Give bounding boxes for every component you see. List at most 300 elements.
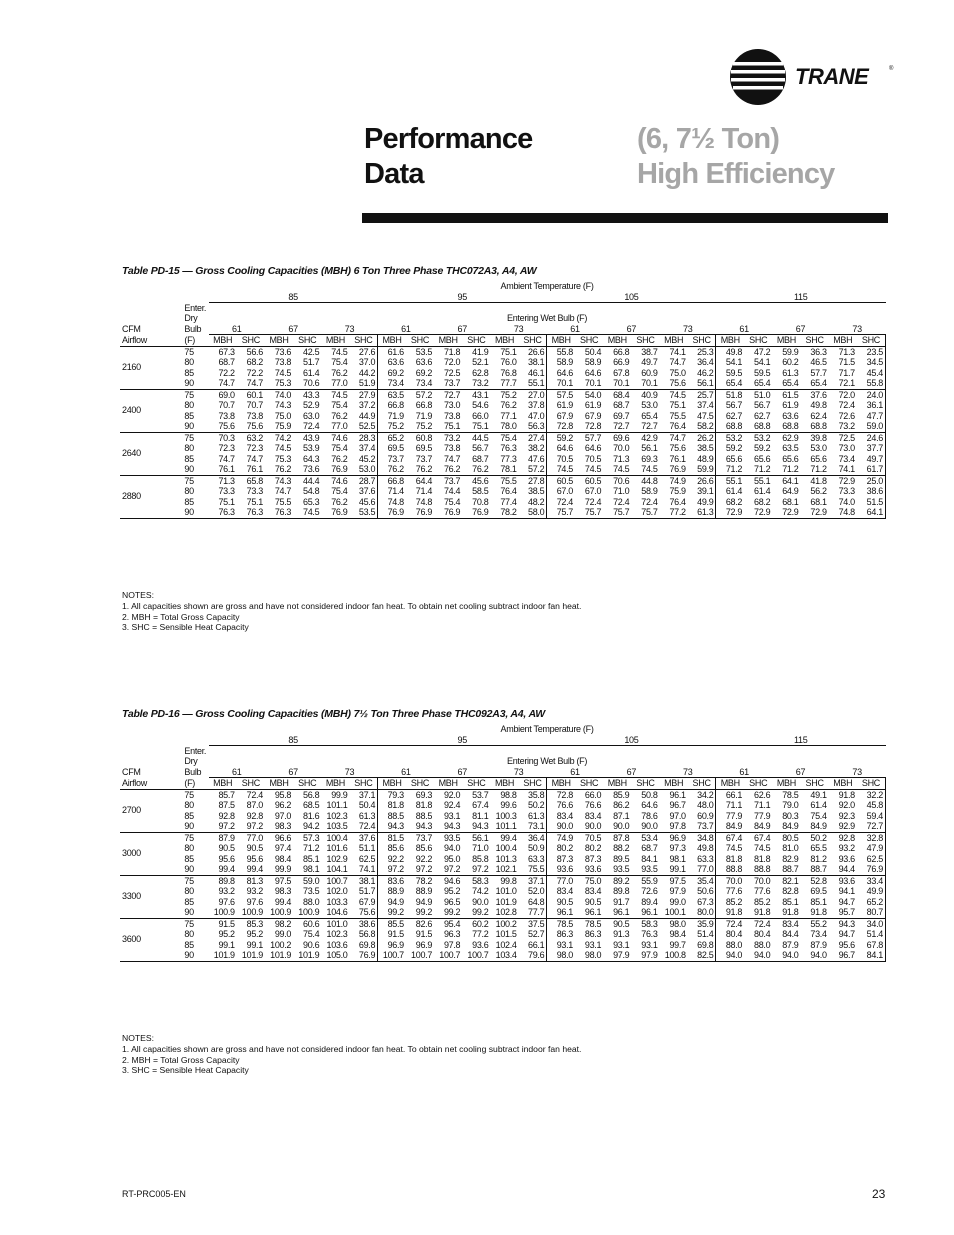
- mbh-cell: 71.4: [387, 486, 404, 496]
- shc-cell: 68.2: [246, 357, 263, 367]
- shc-cell: 49.7: [857, 454, 886, 465]
- shc-cell: 53.5: [350, 507, 378, 518]
- mbh-cell: 97.0: [274, 810, 292, 821]
- mbh-cell: 95.2: [443, 886, 461, 896]
- mbh-cell: 97.2: [218, 821, 235, 831]
- shc-cell: 65.4: [641, 410, 658, 421]
- mbh-cell: 103.5: [326, 821, 348, 831]
- mbh-cell: 99.7: [669, 939, 686, 950]
- shc-cell: 73.7: [688, 821, 716, 832]
- shc-header: SHC: [575, 335, 603, 347]
- shc-cell: 26.6: [519, 346, 547, 357]
- mbh-cell: 94.0: [443, 843, 461, 853]
- shc-cell: 57.3: [293, 832, 321, 843]
- mbh-cell: 83.6: [378, 875, 406, 886]
- shc-cell: 72.8: [584, 421, 602, 431]
- shc-cell: 34.2: [688, 789, 716, 800]
- entering-dry-bulb: 85: [184, 939, 194, 950]
- mbh-cell: 95.7: [838, 907, 855, 917]
- mbh-cell: 75.6: [218, 421, 235, 431]
- mbh-cell: 88.5: [387, 810, 404, 821]
- shc-cell: 53.0: [641, 400, 658, 410]
- mbh-cell: 73.7: [434, 475, 462, 486]
- shc-cell: 45.4: [857, 368, 886, 379]
- mbh-cell: 88.2: [613, 843, 630, 853]
- shc-cell: 80.4: [754, 929, 771, 939]
- shc-cell: 50.6: [688, 886, 716, 897]
- mbh-cell: 76.9: [378, 507, 406, 518]
- shc-header: SHC: [237, 335, 265, 347]
- mbh-cell: 77.1: [500, 410, 517, 421]
- note-line: 1. All capacities shown are gross and have not considered indoor fan heat. To obtain net cooling subtract indoor fan heat.: [122, 1043, 582, 1054]
- shc-cell: 63.3: [688, 854, 716, 865]
- mbh-cell: 76.4: [669, 421, 686, 431]
- shc-cell: 34.5: [857, 357, 886, 368]
- mbh-header: MBH: [547, 778, 575, 790]
- mbh-cell: 89.2: [603, 875, 631, 886]
- mbh-cell: 71.7: [838, 367, 855, 378]
- brand-wordmark: TRANE: [795, 64, 869, 89]
- shc-cell: 61.3: [688, 507, 716, 518]
- mbh-cell: 87.1: [613, 810, 630, 821]
- shc-cell: 71.9: [415, 410, 433, 421]
- shc-cell: 39.1: [688, 486, 716, 497]
- mbh-cell: 86.2: [613, 800, 630, 810]
- shc-cell: 75.0: [575, 875, 603, 886]
- shc-cell: 37.1: [519, 875, 547, 886]
- mbh-cell: 68.4: [603, 389, 631, 400]
- shc-cell: 88.7: [810, 864, 827, 874]
- mbh-cell: 87.3: [556, 853, 574, 864]
- shc-cell: 49.8: [688, 843, 716, 854]
- page-number: 23: [872, 1187, 886, 1201]
- shc-cell: 101.9: [237, 950, 265, 961]
- shc-cell: 72.6: [641, 886, 658, 896]
- mbh-cell: 72.5: [829, 432, 857, 443]
- page-title: [364, 122, 533, 192]
- mbh-cell: 89.8: [613, 886, 630, 896]
- entering-dry-bulb: 85: [184, 410, 194, 421]
- entering-dry-bulb: 75: [182, 832, 208, 843]
- shc-cell: 92.2: [415, 853, 433, 864]
- shc-cell: 55.1: [519, 378, 547, 389]
- shc-cell: 91.8: [754, 907, 771, 917]
- mbh-cell: 74.3: [265, 475, 293, 486]
- shc-cell: 62.4: [810, 410, 827, 421]
- mbh-cell: 73.3: [838, 486, 855, 496]
- mbh-cell: 71.2: [782, 464, 799, 474]
- mbh-cell: 97.2: [387, 864, 404, 874]
- mbh-cell: 74.5: [321, 389, 349, 400]
- shc-header: SHC: [350, 778, 378, 790]
- shc-cell: 73.4: [810, 929, 827, 939]
- shc-cell: 80.0: [688, 907, 716, 918]
- shc-cell: 49.1: [801, 789, 829, 800]
- mbh-cell: 72.4: [838, 400, 855, 410]
- shc-cell: 75.4: [303, 929, 320, 939]
- mbh-cell: 73.2: [434, 432, 462, 443]
- entering-dry-bulb: 80: [184, 400, 194, 410]
- shc-cell: 67.9: [584, 410, 602, 421]
- mbh-cell: 91.7: [613, 896, 630, 907]
- mbh-cell: 67.0: [556, 486, 574, 496]
- mbh-cell: 72.9: [829, 475, 857, 486]
- mbh-cell: 85.9: [603, 789, 631, 800]
- shc-cell: 52.1: [472, 357, 489, 367]
- shc-header: SHC: [688, 778, 716, 790]
- entering-dry-bulb: 90: [184, 821, 194, 831]
- shc-cell: 99.4: [246, 864, 263, 874]
- mbh-cell: 61.6: [378, 346, 406, 357]
- shc-cell: 94.3: [415, 821, 433, 831]
- shc-cell: 93.5: [641, 864, 658, 874]
- mbh-cell: 99.1: [218, 939, 235, 950]
- shc-cell: 75.1: [472, 421, 489, 431]
- shc-cell: 53.7: [462, 789, 490, 800]
- mbh-cell: 95.6: [838, 939, 855, 950]
- mbh-cell: 74.5: [321, 346, 349, 357]
- shc-cell: 64.6: [584, 367, 602, 378]
- shc-cell: 38.6: [350, 918, 378, 929]
- shc-cell: 46.2: [688, 368, 716, 379]
- shc-header: SHC: [237, 778, 265, 790]
- mbh-header: MBH: [829, 778, 857, 790]
- wet-bulb-value: 67: [434, 767, 490, 778]
- cfm-value: 2160: [120, 346, 182, 389]
- shc-cell: 75.6: [350, 907, 378, 918]
- shc-cell: 60.9: [641, 367, 658, 378]
- shc-cell: 56.1: [641, 443, 658, 453]
- shc-cell: 74.5: [584, 464, 602, 474]
- shc-cell: 94.3: [472, 821, 489, 831]
- shc-cell: 72.4: [350, 821, 378, 832]
- shc-cell: 51.5: [857, 497, 886, 508]
- mbh-cell: 78.0: [500, 421, 517, 431]
- table-row: [120, 464, 886, 475]
- table-pd16: [120, 724, 886, 962]
- mbh-cell: 71.2: [725, 464, 743, 474]
- mbh-cell: 104.6: [326, 907, 348, 917]
- shc-cell: 37.2: [350, 400, 378, 411]
- shc-cell: 48.9: [688, 454, 716, 465]
- mbh-cell: 101.9: [495, 896, 517, 907]
- shc-cell: 52.7: [519, 929, 547, 940]
- mbh-cell: 76.1: [218, 464, 235, 474]
- mbh-cell: 67.3: [209, 346, 237, 357]
- note-line: 2. MBH = Total Gross Capacity: [122, 611, 240, 622]
- mbh-cell: 69.7: [613, 410, 630, 421]
- mbh-cell: 85.6: [387, 843, 404, 853]
- shc-cell: 84.1: [857, 950, 886, 961]
- shc-cell: 47.0: [519, 411, 547, 422]
- shc-cell: 73.5: [303, 886, 320, 896]
- mbh-cell: 71.8: [434, 346, 462, 357]
- mbh-cell: 76.9: [669, 464, 686, 474]
- shc-cell: 69.5: [810, 886, 827, 896]
- mbh-cell: 63.6: [387, 357, 404, 367]
- mbh-cell: 94.7: [838, 896, 855, 907]
- mbh-header: MBH: [660, 335, 688, 347]
- mbh-cell: 93.1: [443, 810, 461, 821]
- mbh-cell: 75.9: [274, 421, 292, 431]
- mbh-cell: 74.7: [443, 453, 461, 464]
- table-row: [120, 432, 886, 443]
- shc-cell: 47.2: [744, 346, 772, 357]
- shc-cell: 72.2: [246, 367, 263, 378]
- mbh-cell: 74.4: [443, 486, 461, 496]
- shc-cell: 63.2: [237, 432, 265, 443]
- shc-cell: 54.0: [575, 389, 603, 400]
- table-row: [120, 800, 886, 811]
- mbh-cell: 63.5: [378, 389, 406, 400]
- wet-bulb-value: 73: [829, 767, 886, 778]
- entering-dry-bulb: 75: [182, 918, 208, 929]
- mbh-cell: 77.4: [500, 496, 517, 507]
- shc-header: SHC: [293, 335, 321, 347]
- shc-cell: 59.9: [688, 464, 716, 475]
- shc-cell: 61.4: [810, 800, 827, 810]
- mbh-cell: 77.0: [547, 875, 575, 886]
- mbh-cell: 102.4: [495, 939, 517, 950]
- shc-cell: 37.7: [857, 443, 886, 454]
- mbh-cell: 74.6: [321, 432, 349, 443]
- enter-label: Enter.: [184, 302, 207, 313]
- mbh-cell: 75.0: [274, 410, 292, 421]
- mbh-cell: 74.5: [274, 367, 292, 378]
- mbh-cell: 61.5: [772, 389, 800, 400]
- wet-bulb-value: 73: [490, 767, 546, 778]
- shc-cell: 38.5: [519, 486, 547, 497]
- mbh-cell: 81.8: [725, 853, 743, 864]
- mbh-cell: 103.3: [326, 896, 348, 907]
- mbh-cell: 74.5: [660, 389, 688, 400]
- shc-cell: 51.4: [688, 929, 716, 940]
- mbh-cell: 97.9: [669, 886, 686, 896]
- mbh-cell: 69.5: [387, 443, 404, 453]
- shc-cell: 25.0: [857, 475, 886, 486]
- mbh-cell: 77.7: [500, 378, 517, 388]
- shc-cell: 57.7: [810, 367, 827, 378]
- mbh-cell: 99.2: [387, 907, 404, 917]
- shc-cell: 50.8: [631, 789, 659, 800]
- mbh-cell: 95.4: [434, 918, 462, 929]
- mbh-cell: 75.4: [443, 496, 461, 507]
- mbh-cell: 72.2: [218, 367, 235, 378]
- mbh-cell: 67.9: [556, 410, 574, 421]
- shc-cell: 56.3: [519, 421, 547, 432]
- shc-cell: 70.5: [584, 453, 602, 464]
- shc-cell: 41.9: [462, 346, 490, 357]
- mbh-cell: 101.6: [326, 843, 348, 853]
- shc-cell: 72.9: [801, 507, 829, 518]
- mbh-cell: 66.8: [387, 400, 404, 410]
- shc-cell: 101.9: [293, 950, 321, 961]
- mbh-header: MBH: [772, 335, 800, 347]
- shc-cell: 62.8: [472, 367, 489, 378]
- entering-dry-bulb: 75: [182, 875, 208, 886]
- shc-header: SHC: [688, 335, 716, 347]
- shc-cell: 59.2: [754, 443, 771, 453]
- cfm-value: 2880: [120, 475, 182, 518]
- table-pd15-notes: [122, 590, 581, 633]
- shc-cell: 50.2: [801, 832, 829, 843]
- mbh-cell: 75.7: [603, 507, 631, 518]
- mbh-cell: 72.4: [716, 918, 744, 929]
- wet-bulb-value: 61: [547, 324, 603, 335]
- mbh-cell: 98.0: [547, 950, 575, 961]
- mbh-cell: 59.5: [725, 367, 743, 378]
- shc-cell: 55.9: [631, 875, 659, 886]
- shc-cell: 23.5: [857, 346, 886, 357]
- note-line: 1. All capacities shown are gross and have not considered indoor fan heat. To obtain net cooling subtract indoor fan heat.: [122, 600, 582, 611]
- mbh-cell: 92.2: [387, 853, 404, 864]
- mbh-cell: 72.8: [547, 789, 575, 800]
- shc-cell: 68.2: [754, 496, 771, 507]
- title-divider-bar: [362, 213, 888, 223]
- shc-cell: 70.0: [744, 875, 772, 886]
- shc-cell: 76.2: [472, 464, 489, 474]
- shc-cell: 63.0: [303, 410, 320, 421]
- mbh-cell: 64.6: [556, 367, 574, 378]
- shc-cell: 96.9: [415, 939, 433, 950]
- mbh-cell: 85.7: [209, 789, 237, 800]
- shc-cell: 81.3: [237, 875, 265, 886]
- mbh-cell: 73.7: [443, 378, 461, 388]
- mbh-cell: 92.0: [838, 800, 855, 810]
- shc-cell: 65.8: [237, 475, 265, 486]
- shc-cell: 90.0: [584, 821, 602, 831]
- mbh-cell: 77.0: [331, 421, 348, 431]
- mbh-cell: 73.8: [443, 410, 461, 421]
- mbh-cell: 56.7: [725, 400, 743, 410]
- mbh-cell: 60.5: [547, 475, 575, 486]
- shc-cell: 74.5: [641, 464, 658, 474]
- ambient-value: 85: [209, 735, 378, 746]
- mbh-header: MBH: [490, 778, 518, 790]
- shc-cell: 99.2: [415, 907, 433, 917]
- shc-cell: 58.2: [688, 421, 716, 432]
- table-row: [120, 789, 886, 800]
- mbh-cell: 76.2: [387, 464, 404, 474]
- shc-cell: 33.4: [857, 875, 886, 886]
- mbh-cell: 84.9: [725, 821, 743, 831]
- mbh-cell: 76.3: [500, 443, 517, 453]
- mbh-cell: 75.5: [490, 475, 518, 486]
- wet-bulb-value: 73: [660, 324, 716, 335]
- mbh-cell: 75.5: [669, 410, 686, 421]
- shc-cell: 44.9: [350, 411, 378, 422]
- entering-dry-bulb: 90: [184, 464, 194, 474]
- mbh-cell: 72.6: [838, 410, 855, 421]
- shc-cell: 93.1: [584, 939, 602, 950]
- table-row: [120, 821, 886, 832]
- mbh-cell: 102.3: [326, 929, 348, 939]
- shc-cell: 55.2: [801, 918, 829, 929]
- shc-cell: 93.2: [246, 886, 263, 896]
- mbh-cell: 59.2: [725, 443, 743, 453]
- mbh-cell: 76.6: [556, 800, 574, 810]
- note-line: 3. SHC = Sensible Heat Capacity: [122, 1065, 249, 1076]
- shc-cell: 64.3: [303, 453, 320, 464]
- mbh-cell: 75.6: [669, 443, 686, 453]
- shc-header: SHC: [406, 335, 434, 347]
- shc-cell: 75.1: [246, 496, 263, 507]
- shc-cell: 85.3: [237, 918, 265, 929]
- mbh-cell: 61.4: [725, 486, 743, 496]
- table-row: [120, 389, 886, 400]
- mbh-header: MBH: [829, 335, 857, 347]
- shc-cell: 97.9: [631, 950, 659, 961]
- shc-cell: 74.7: [246, 453, 263, 464]
- shc-cell: 65.6: [810, 453, 827, 464]
- table-row: [120, 864, 886, 875]
- shc-cell: 37.4: [688, 400, 716, 411]
- shc-cell: 48.0: [688, 800, 716, 811]
- shc-cell: 56.7: [472, 443, 489, 453]
- note-line: NOTES:: [122, 1033, 154, 1043]
- shc-cell: 94.9: [415, 896, 433, 907]
- shc-header: SHC: [462, 778, 490, 790]
- shc-cell: 56.8: [293, 789, 321, 800]
- svg-text:®: ®: [889, 66, 894, 72]
- shc-cell: 90.5: [246, 843, 263, 853]
- shc-cell: 97.6: [246, 896, 263, 907]
- mbh-cell: 97.0: [669, 810, 686, 821]
- title-line-1: Performance: [364, 123, 533, 155]
- mbh-cell: 72.0: [443, 357, 461, 367]
- shc-cell: 56.2: [810, 486, 827, 496]
- table-row: [120, 443, 886, 454]
- shc-cell: 85.2: [754, 896, 771, 907]
- ambient-value: 105: [547, 735, 716, 746]
- wet-bulb-value: 73: [321, 324, 377, 335]
- shc-cell: 60.6: [293, 918, 321, 929]
- mbh-cell: 101.1: [326, 800, 348, 810]
- shc-cell: 70.8: [472, 496, 489, 507]
- mbh-cell: 74.1: [838, 464, 855, 474]
- cfm-label: CFM: [122, 323, 141, 334]
- mbh-cell: 68.8: [725, 421, 743, 431]
- mbh-cell: 65.4: [782, 378, 799, 388]
- mbh-cell: 65.2: [378, 432, 406, 443]
- mbh-cell: 75.0: [669, 367, 686, 378]
- shc-cell: 54.6: [472, 400, 489, 410]
- note-line: 3. SHC = Sensible Heat Capacity: [122, 622, 249, 633]
- mbh-cell: 74.5: [613, 464, 630, 474]
- mbh-cell: 75.5: [274, 496, 292, 507]
- shc-cell: 59.4: [857, 811, 886, 822]
- mbh-cell: 93.5: [613, 864, 630, 874]
- shc-cell: 77.0: [237, 832, 265, 843]
- shc-cell: 82.6: [406, 918, 434, 929]
- table-row: [120, 897, 886, 908]
- mbh-cell: 98.1: [669, 853, 686, 864]
- shc-cell: 79.6: [519, 950, 547, 961]
- mbh-cell: 99.9: [274, 864, 292, 874]
- shc-cell: 98.0: [575, 950, 603, 961]
- mbh-cell: 62.7: [725, 410, 743, 421]
- shc-cell: 81.8: [415, 800, 433, 810]
- mbh-cell: 65.6: [725, 453, 743, 464]
- mbh-cell: 62.9: [772, 432, 800, 443]
- mbh-cell: 75.7: [547, 507, 575, 518]
- shc-cell: 70.5: [575, 832, 603, 843]
- table-row: [120, 929, 886, 940]
- wet-bulb-value: 67: [603, 324, 659, 335]
- shc-cell: 67.9: [350, 897, 378, 908]
- shc-cell: 36.3: [801, 346, 829, 357]
- f-unit-label: (F): [184, 777, 195, 788]
